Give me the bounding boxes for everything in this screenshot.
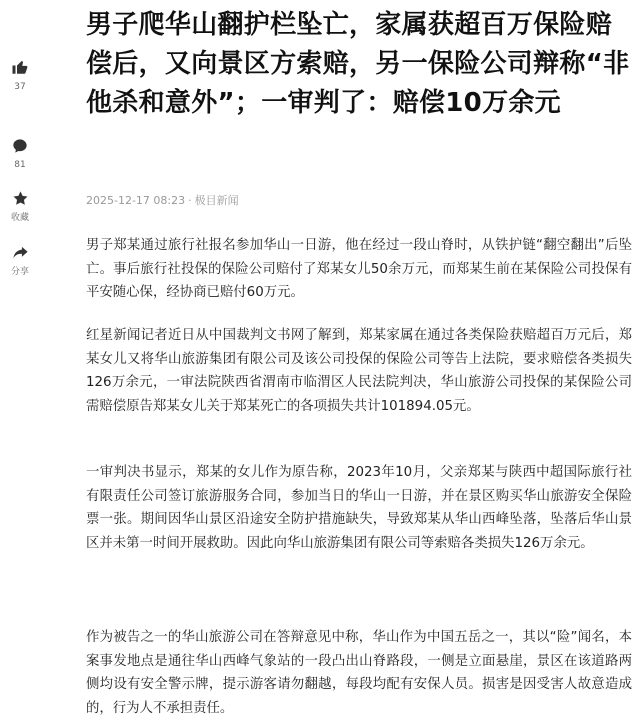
meta-separator: · — [188, 194, 192, 207]
share-label: 分享 — [10, 267, 29, 277]
like-count: 37 — [14, 82, 26, 92]
collect-button[interactable] — [0, 190, 40, 223]
star-icon — [12, 190, 29, 207]
comment-button[interactable] — [0, 138, 40, 170]
comment-count: 81 — [14, 160, 26, 170]
thumbs-up-icon — [11, 58, 29, 76]
share-arrow-icon — [12, 244, 29, 261]
like-button[interactable] — [0, 58, 40, 92]
comment-icon — [12, 138, 28, 154]
paragraph-3: 一审判决书显示，郑某的女儿作为原告称，2023年10月，父亲郑某与陕西中超国际旅行社有限责任公司签订旅游服务合同，参加当日的华山一日游，并在景区购买华山旅游安全保险票一张。期间因华山景区沿途安全防护措施缺失，导致郑某从华山西峰坠落，坠落后华山景区并未第一时间开展救助。因此向华山旅游集团有限公司等索赔各类损失126万余元。 — [86, 465, 632, 551]
publish-date: 2025-12-17 08:23 — [86, 194, 186, 207]
action-sidebar — [0, 0, 40, 697]
paragraph-1: 男子郑某通过旅行社报名参加华山一日游，他在经过一段山脊时，从铁护链“翻空翻出”后坠亡。事后旅行社投保的保险公司赔付了郑某女儿50余万元，而郑某生前在某保险公司投保有平安随心保，经协商已赔付60万元。 — [86, 238, 632, 300]
paragraph-4: 作为被告之一的华山旅游公司在答辩意见中称，华山作为中国五岳之一，其以“险”闻名，本案事发地点是通往华山西峰气象站的一段凸出山脊路段，一侧是立面悬崖，景区在该道路两侧均设有安全警示牌，提示游客请勿翻越，每段均配有安保人员。损害是因受害人故意造成的，行为人不承担责任。 — [86, 630, 632, 716]
article-meta — [86, 192, 239, 208]
collect-label: 收藏 — [10, 213, 29, 223]
paragraph-2: 红星新闻记者近日从中国裁判文书网了解到，郑某家属在通过各类保险获赔超百万元后，郑某女儿又将华山旅游集团有限公司及该公司投保的保险公司等告上法院，要求赔偿各类损失126万余元，一审法院陕西省渭南市临渭区人民法院判决，华山旅游公司投保的某保险公司需赔偿原告郑某女儿关于郑某死亡的各项损失共计101894.05元。 — [86, 328, 632, 414]
source-name[interactable]: 极目新闻 — [194, 194, 239, 207]
article-title: 男子爬华山翻护栏坠亡，家属获超百万保险赔偿后，又向景区方索赔，另一保险公司辩称“非他杀和意外”；一审判了：赔偿10万余元 — [86, 10, 630, 118]
share-button[interactable] — [0, 244, 40, 277]
